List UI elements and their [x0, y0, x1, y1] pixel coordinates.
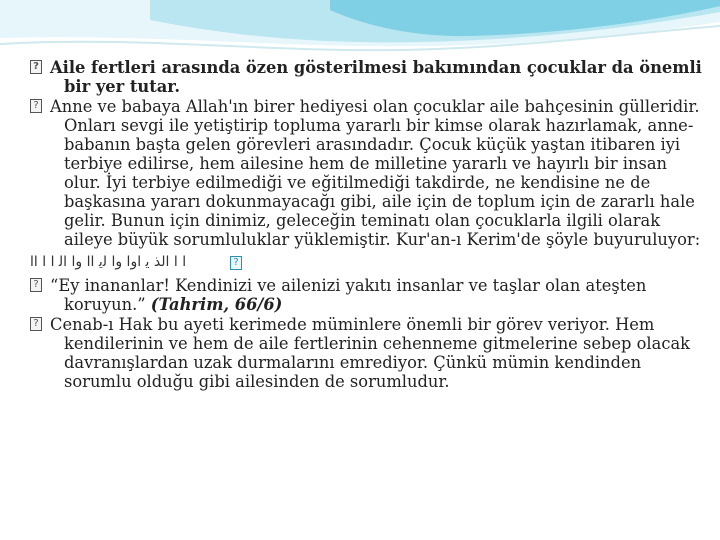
missing-glyph-bullet-icon: ? — [30, 60, 42, 74]
paragraph-quote — [30, 276, 702, 314]
missing-glyph-bullet-icon: ? — [30, 278, 42, 292]
header-wave-decoration — [0, 0, 720, 62]
paragraph-closing — [30, 315, 702, 391]
arabic-verse-text: ﺍ ﺍ ﺍﻟﺬ ﻳ ﺍﻭﺍ ﻭﺍ ﻟﻳ ﺍﺍ ﻭﺍ ﺍﻟ ﺍ ﺍ ﺍﺍ — [30, 254, 187, 270]
paragraph-intro — [30, 58, 702, 96]
paragraph-children — [30, 97, 702, 249]
paragraph-intro-text: Aile fertleri arasında özen gösterilmesi bakımından çocuklar da önemli bir yer tutar. — [50, 58, 702, 96]
paragraph-children-text: Anne ve babaya Allah'ın birer hediyesi olan çocuklar aile bahçesinin gülleridir. Onları sevgi ile yetiştirip topluma yararlı bir kimse olarak hazırlamak, anne-babanın başta gelen görevleri arasındadır. Çocuk küçük yaştan itibaren iyi terbiye edilirse, hem ailesine hem de milletine yararlı ve hayırlı bir insan olur. İyi terbiye edilmediği ve eğitilmediği takdirde, ne kendisine ne de başkasına yararı dokunmayacağı gibi, aile için de toplum için de zararlı hale gelir. Bunun için dinimiz, geleceğin teminatı olan çocuklarla ilgili olarak aileye büyük sorumluluklar yüklemiştir. Kur'an-ı Kerim'de şöyle buyuruluyor: — [50, 97, 701, 249]
missing-glyph-bullet-icon: ? — [230, 256, 242, 270]
missing-glyph-bullet-icon: ? — [30, 99, 42, 113]
paragraph-closing-text: Cenab-ı Hak bu ayeti kerimede müminlere önemli bir görev veriyor. Hem kendilerinin ve hem de aile fertlerinin cehenneme gitmelerine sebep olacak davranışlardan uzak durmalarını emrediyor. Çünkü mümin kendinden sorumlu olduğu gibi ailesinden de sorumludur. — [50, 315, 691, 391]
arabic-verse-line — [30, 251, 702, 273]
missing-glyph-bullet-icon: ? — [30, 317, 42, 331]
slide-content — [30, 58, 702, 392]
quote-text: “Ey inananlar! Kendinizi ve ailenizi yakıtı insanlar ve taşlar olan ateşten koruyun.” — [50, 276, 647, 314]
quote-source: (Tahrim, 66/6) — [150, 295, 283, 314]
